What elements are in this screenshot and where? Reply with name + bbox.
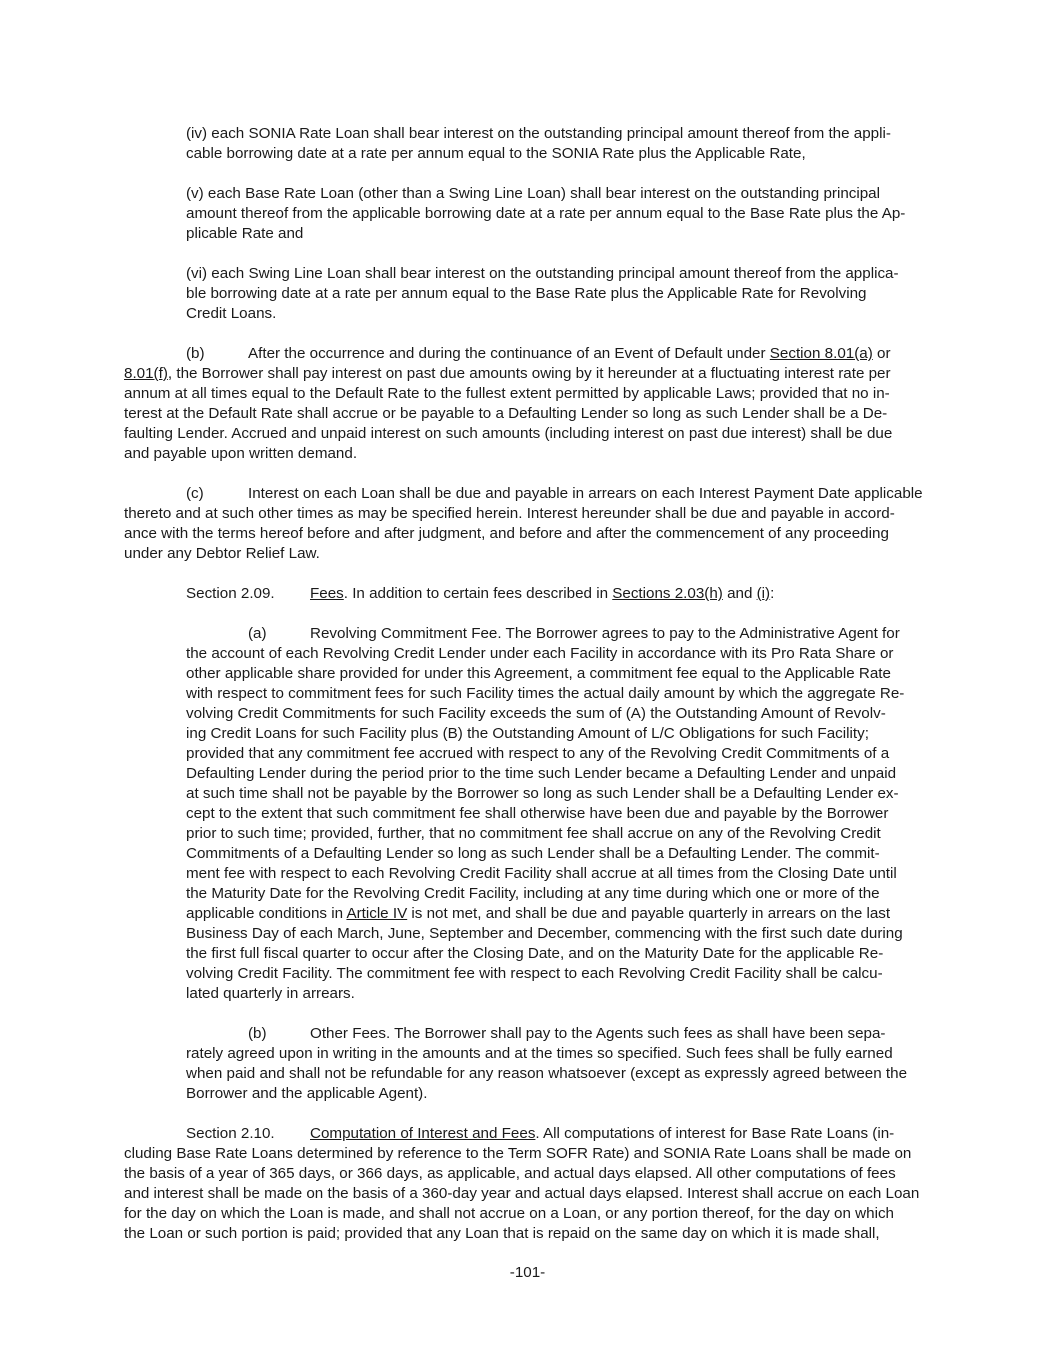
clause-b-line-6: and payable upon written demand. — [124, 445, 358, 462]
clause-c-text: Interest on each Loan shall be due and payable in arrears on each Interest Payment Date applicable — [248, 485, 923, 502]
clause-b-label: (b) — [186, 345, 205, 362]
item-iv-line-1: (iv) each SONIA Rate Loan shall bear interest on the outstanding principal amount thereof from the appli- — [186, 125, 891, 142]
item-v-line-1: (v) each Base Rate Loan (other than a Swing Line Loan) shall bear interest on the outstanding principal — [186, 185, 880, 202]
clause-c-line-4: under any Debtor Relief Law. — [124, 545, 320, 562]
fee-a-article-text-b: is not met, and shall be due and payable quarterly in arrears on the last — [407, 905, 891, 922]
fee-a-line-12: Commitments of a Defaulting Lender so long as such Lender shall be a Defaulting Lender. The commit- — [186, 845, 880, 862]
fee-a-article-text-a: applicable conditions in — [186, 905, 347, 922]
clause-c-line-3: ance with the terms hereof before and after judgment, and before and after the commencement of any proceeding — [124, 525, 889, 542]
clause-c-line-1 — [186, 484, 923, 504]
section-2-10-line-5: for the day on which the Loan is made, and shall not accrue on a Loan, or any portion thereof, for the day on which — [124, 1205, 894, 1222]
fee-b-text: Other Fees. The Borrower shall pay to the Agents such fees as shall have been sepa- — [310, 1025, 886, 1042]
clause-b-line-1 — [186, 344, 891, 364]
section-2-09-heading-line — [186, 584, 774, 604]
item-v-line-3: plicable Rate and — [186, 225, 304, 242]
fee-a-line-9: at such time shall not be payable by the Borrower so long as such Lender shall be a Defaulting Lender ex- — [186, 785, 899, 802]
fee-a-line-17: the first full fiscal quarter to occur after the Closing Date, and on the Maturity Date for the applicable Re- — [186, 945, 884, 962]
fee-a-line-4: with respect to commitment fees for such Facility times the actual daily amount by which the aggregate Re- — [186, 685, 905, 702]
item-vi-line-1: (vi) each Swing Line Loan shall bear interest on the outstanding principal amount thereof from the applica- — [186, 265, 899, 282]
section-2-10-line-2: cluding Base Rate Loans determined by reference to the Term SOFR Rate) and SONIA Rate Loans shall be made on — [124, 1145, 912, 1162]
clause-b-text-b: or — [872, 345, 891, 362]
fee-a-line-2: the account of each Revolving Credit Lender under each Facility in accordance with its Pro Rata Share or — [186, 645, 894, 662]
section-2-10-text: . All computations of interest for Base Rate Loans (in- — [535, 1125, 895, 1142]
clause-b-line-5: faulting Lender. Accrued and unpaid interest on such amounts (including interest on past due interest) shall be due — [124, 425, 893, 442]
item-vi-line-3: Credit Loans. — [186, 305, 277, 322]
section-2-09-title: Fees — [310, 585, 344, 602]
section-i-link[interactable]: (i) — [756, 585, 771, 602]
item-iv-line-2: cable borrowing date at a rate per annum equal to the SONIA Rate plus the Applicable Rate, — [186, 145, 806, 162]
clause-b-text-a: After the occurrence and during the continuance of an Event of Default under — [248, 345, 770, 362]
fee-a-line-16: Business Day of each March, June, September and December, commencing with the first such date during — [186, 925, 903, 942]
fee-a-line-1 — [186, 624, 900, 644]
section-2-10-number: Section 2.10. — [186, 1125, 275, 1142]
sections-2-03h-link[interactable]: Sections 2.03(h) — [612, 585, 723, 602]
fee-a-line-10: cept to the extent that such commitment fee shall otherwise have been due and payable by the Borrower — [186, 805, 889, 822]
fee-a-line-15 — [186, 904, 890, 924]
fee-a-line-8: Defaulting Lender during the period prior to the time such Lender became a Defaulting Lender and unpaid — [186, 765, 897, 782]
fee-a-line-6: ing Credit Loans for such Facility plus (B) the Outstanding Amount of L/C Obligations for such Facility; — [186, 725, 869, 742]
fee-a-line-7: provided that any commitment fee accrued with respect to any of the Revolving Credit Commitments of a — [186, 745, 890, 762]
clause-b-line-3: annum at all times equal to the Default Rate to the fullest extent permitted by applicable Laws; provided that no in- — [124, 385, 890, 402]
fee-a-text: Revolving Commitment Fee. The Borrower agrees to pay to the Administrative Agent for — [310, 625, 900, 642]
fee-b-line-1 — [186, 1024, 886, 1044]
clause-c-line-2: thereto and at such other times as may be specified herein. Interest hereunder shall be due and payable in accord- — [124, 505, 895, 522]
fee-a-line-3: other applicable share provided for under this Agreement, a commitment fee equal to the Applicable Rate — [186, 665, 891, 682]
fee-a-line-19: lated quarterly in arrears. — [186, 985, 355, 1002]
section-2-09-number: Section 2.09. — [186, 585, 275, 602]
page-number: -101- — [509, 1264, 546, 1281]
fee-a-line-18: volving Credit Facility. The commitment fee with respect to each Revolving Credit Facility shall be calcu- — [186, 965, 883, 982]
section-2-10-title: Computation of Interest and Fees — [310, 1125, 536, 1142]
section-2-09-text-b: and — [722, 585, 757, 602]
fee-b-line-3: when paid and shall not be refundable for any reason whatsoever (except as expressly agreed between the — [186, 1065, 908, 1082]
section-2-09-text-a: . In addition to certain fees described in — [343, 585, 613, 602]
item-vi-line-2: ble borrowing date at a rate per annum equal to the Base Rate plus the Applicable Rate for Revolving — [186, 285, 867, 302]
section-2-10-line-6: the Loan or such portion is paid; provided that any Loan that is repaid on the same day on which it is made shall, — [124, 1225, 880, 1242]
fee-a-line-14: the Maturity Date for the Revolving Credit Facility, including at any time during which one or more of the — [186, 885, 880, 902]
fee-b-line-2: rately agreed upon in writing in the amounts and at the times so specified. Such fees shall be fully earned — [186, 1045, 893, 1062]
clause-c-label: (c) — [186, 485, 204, 502]
fee-a-line-5: volving Credit Commitments for such Facility exceeds the sum of (A) the Outstanding Amount of Revolv- — [186, 705, 886, 722]
fee-a-line-11: prior to such time; provided, further, that no commitment fee shall accrue on any of the Revolving Credit — [186, 825, 881, 842]
fee-a-line-13: ment fee with respect to each Revolving Credit Facility shall accrue at all times from the Closing Date until — [186, 865, 897, 882]
fee-b-label: (b) — [248, 1025, 267, 1042]
section-2-10-line-3: the basis of a year of 365 days, or 366 days, as applicable, and actual days elapsed. All other computations of fees — [124, 1165, 896, 1182]
fee-a-label: (a) — [248, 625, 267, 642]
clause-b-line-4: terest at the Default Rate shall accrue or be payable to a Defaulting Lender so long as such Lender shall be a De- — [124, 405, 888, 422]
item-v-line-2: amount thereof from the applicable borrowing date at a rate per annum equal to the Base Rate plus the Ap- — [186, 205, 906, 222]
section-8-01a-link[interactable]: Section 8.01(a) — [769, 345, 873, 362]
section-2-09-text-c: : — [770, 585, 775, 602]
clause-b-line-2 — [124, 364, 891, 384]
section-2-10-line-1 — [186, 1124, 894, 1144]
section-2-10-line-4: and interest shall be made on the basis of a 360-day year and actual days elapsed. Interest shall accrue on each Loan — [124, 1185, 920, 1202]
section-8-01f-link[interactable]: 8.01(f) — [124, 365, 168, 382]
fee-b-line-4: Borrower and the applicable Agent). — [186, 1085, 428, 1102]
clause-b-line-2-text: , the Borrower shall pay interest on past due amounts owing by it hereunder at a fluctuating interest rate per — [167, 365, 891, 382]
article-iv-link[interactable]: Article IV — [346, 905, 408, 922]
